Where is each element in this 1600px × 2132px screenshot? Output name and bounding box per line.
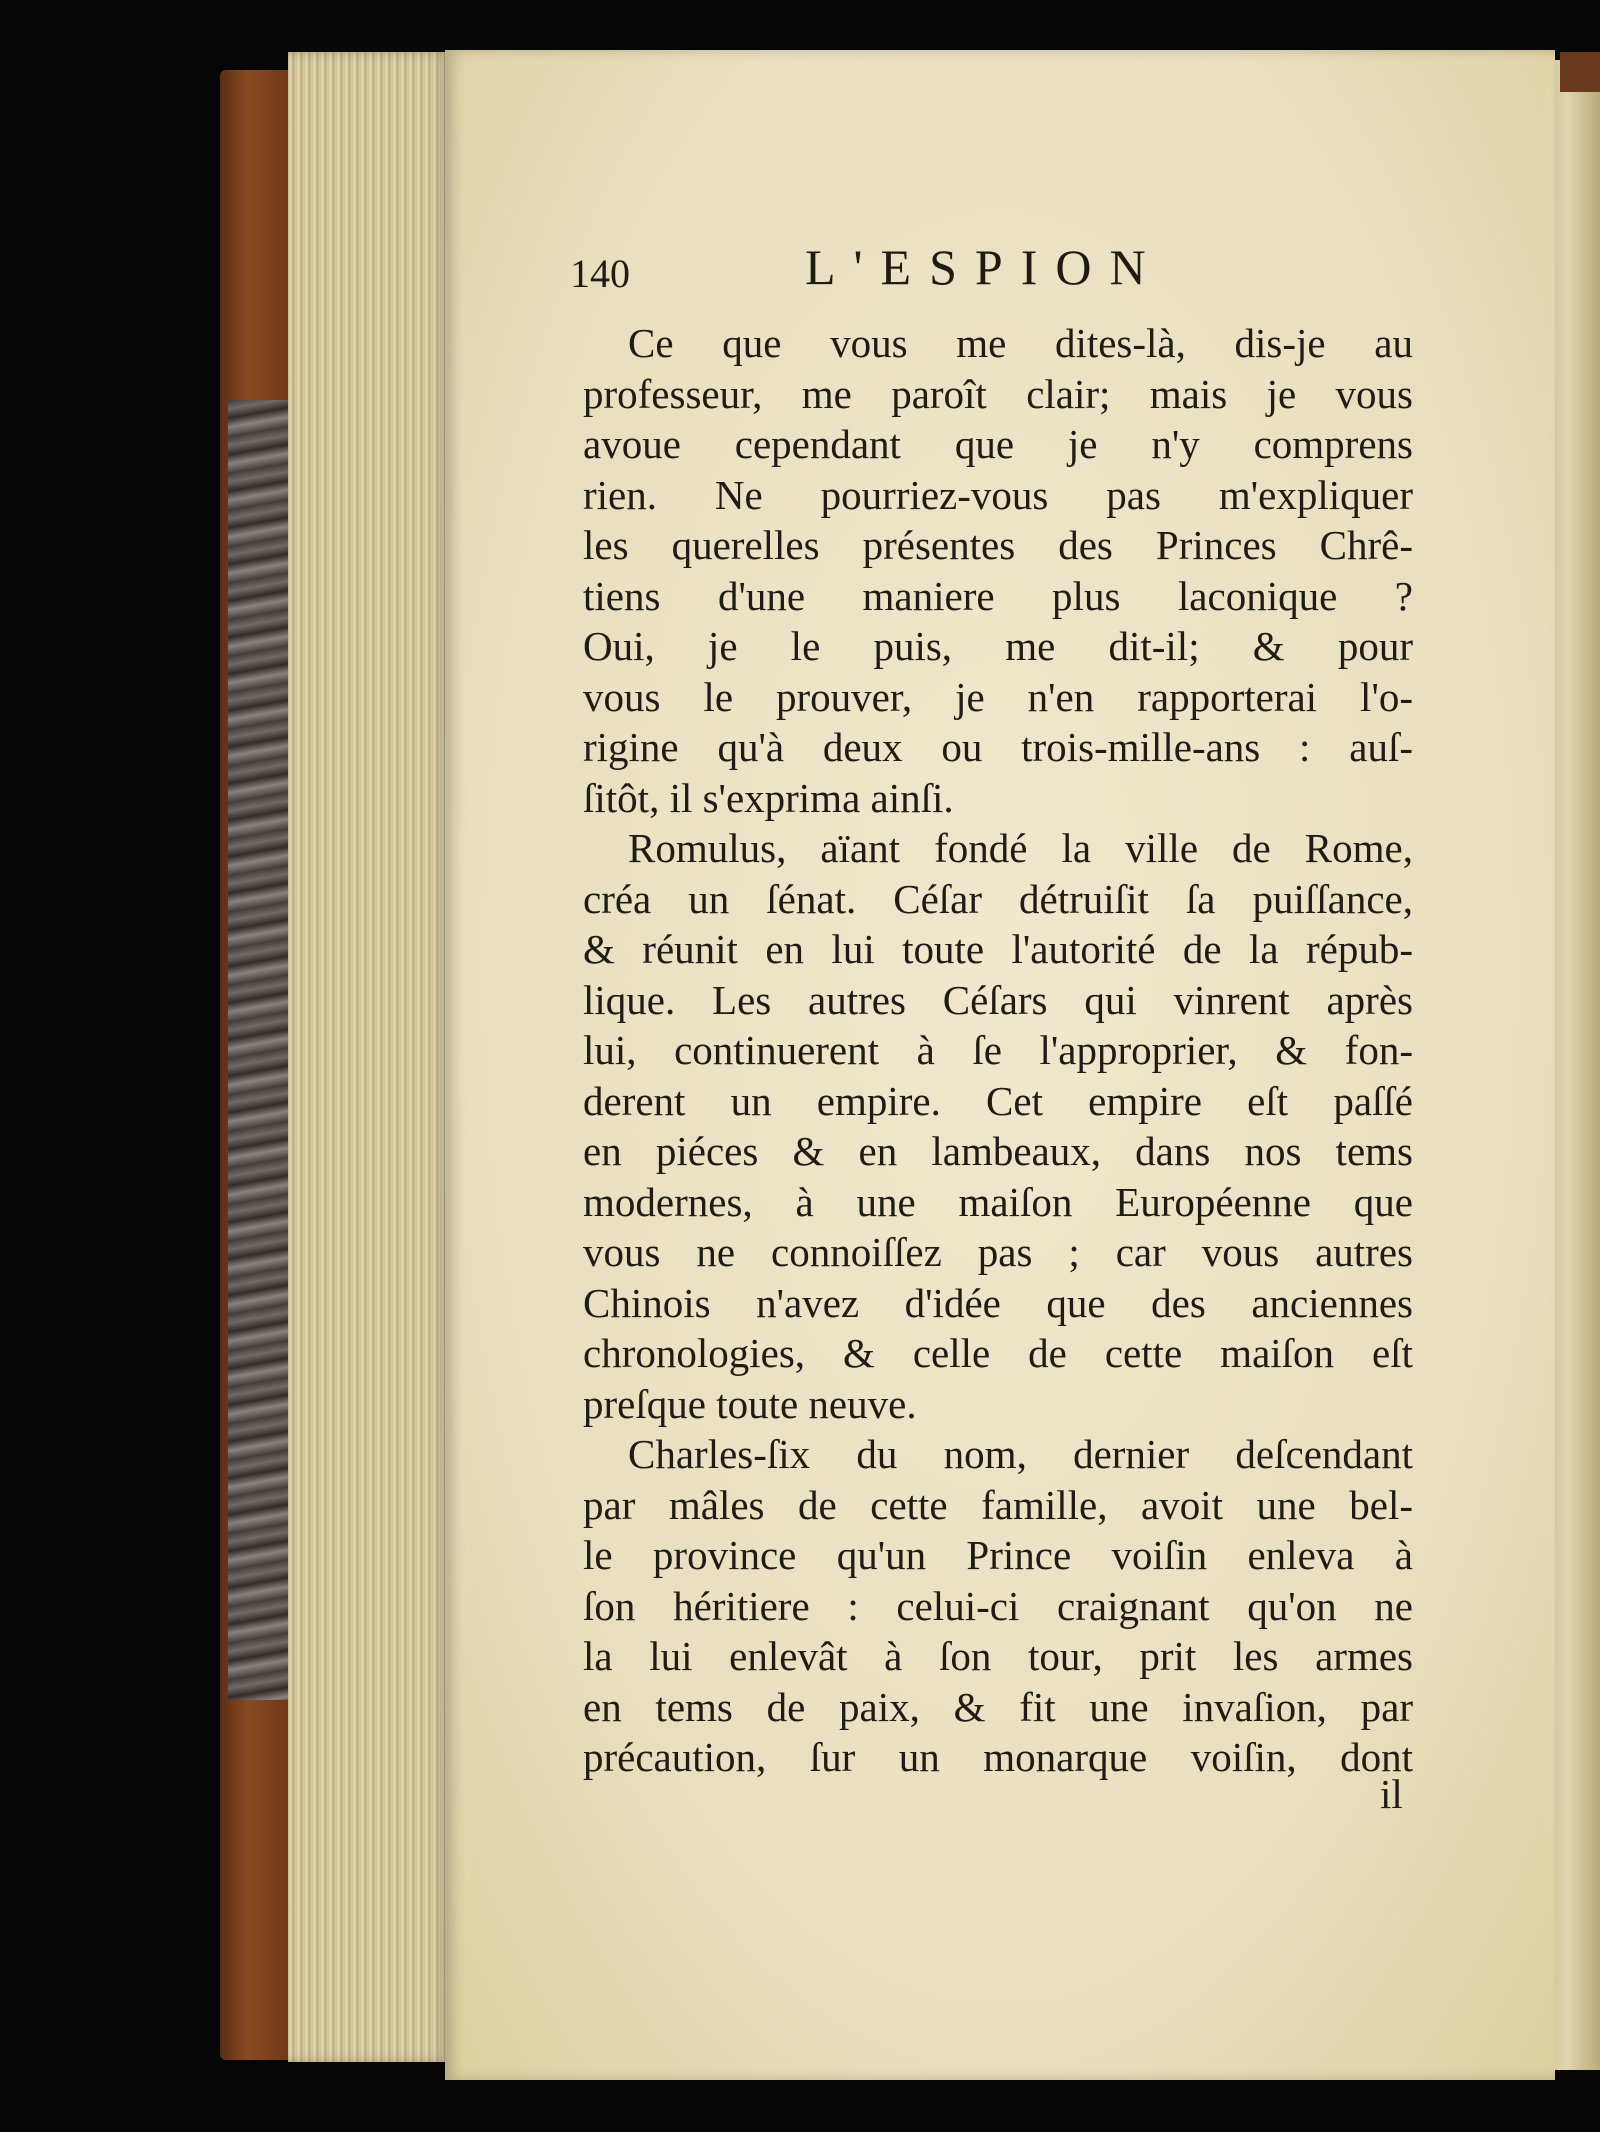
text-line: chronologies, & celle de cette maiſon eſt (583, 1330, 1413, 1376)
text-line: vous ne connoiſſez pas ; car vous autres (583, 1229, 1413, 1275)
text-line: lui, continuerent à ſe l'approprier, & fon- (583, 1027, 1413, 1073)
text-line: Ce que vous me dites-là, dis-je au (628, 320, 1413, 366)
text-line: modernes, à une maiſon Européenne que (583, 1178, 1413, 1225)
text-line: Charles-ſix du nom, dernier deſcendant (628, 1431, 1413, 1477)
running-title: L'ESPION (805, 239, 1164, 295)
text-line: Chinois n'avez d'idée que des anciennes (583, 1279, 1413, 1326)
text-line: par mâles de cette famille, avoit une bel- (583, 1481, 1413, 1528)
leather-corner (1560, 52, 1600, 92)
text-line: vous le prouver, je n'en rapporterai l'o- (583, 673, 1413, 720)
catchword: il (1380, 1771, 1403, 1817)
text-line: professeur, me paroît clair; mais je vous (583, 370, 1413, 417)
text-line: en tems de paix, & fit une invaſion, par (583, 1683, 1413, 1730)
text-line: preſque toute neuve. (583, 1380, 917, 1427)
text-line: ſitôt, il s'exprima ainſi. (583, 774, 954, 821)
text-line: Oui, je le puis, me dit-il; & pour (583, 623, 1413, 669)
text-line: & réunit en lui toute l'autorité de la répub- (583, 926, 1413, 972)
text-line: derent un empire. Cet empire eſt paſſé (583, 1077, 1413, 1124)
text-line: en piéces & en lambeaux, dans nos tems (583, 1128, 1413, 1174)
text-line: Romulus, aïant fondé la ville de Rome, (628, 825, 1413, 871)
text-line: avoue cependant que je n'y comprens (583, 421, 1413, 467)
text-line: créa un ſénat. Céſar détruiſit ſa puiſſance, (583, 875, 1413, 922)
page-edges (288, 52, 448, 2062)
body-text (583, 318, 1413, 1783)
text-line: rien. Ne pourriez-vous pas m'expliquer (583, 471, 1413, 518)
text-line: précaution, ſur un monarque voiſin, dont (583, 1734, 1413, 1780)
text-line: la lui enlevât à ſon tour, prit les armes (583, 1633, 1413, 1679)
page-header (570, 238, 1230, 308)
page-number: 140 (570, 251, 630, 296)
text-line: tiens d'une maniere plus laconique ? (583, 572, 1413, 619)
text-line: les querelles présentes des Princes Chrê- (583, 522, 1413, 568)
text-line: le province qu'un Prince voiſin enleva à (583, 1532, 1413, 1578)
text-line: ſon héritiere : celui-ci craignant qu'on ne (583, 1582, 1413, 1629)
text-line: rigine qu'à deux ou trois-mille-ans : auſ- (583, 724, 1413, 770)
marbled-endpaper (228, 400, 288, 1700)
text-line: lique. Les autres Céſars qui vinrent après (583, 976, 1413, 1023)
